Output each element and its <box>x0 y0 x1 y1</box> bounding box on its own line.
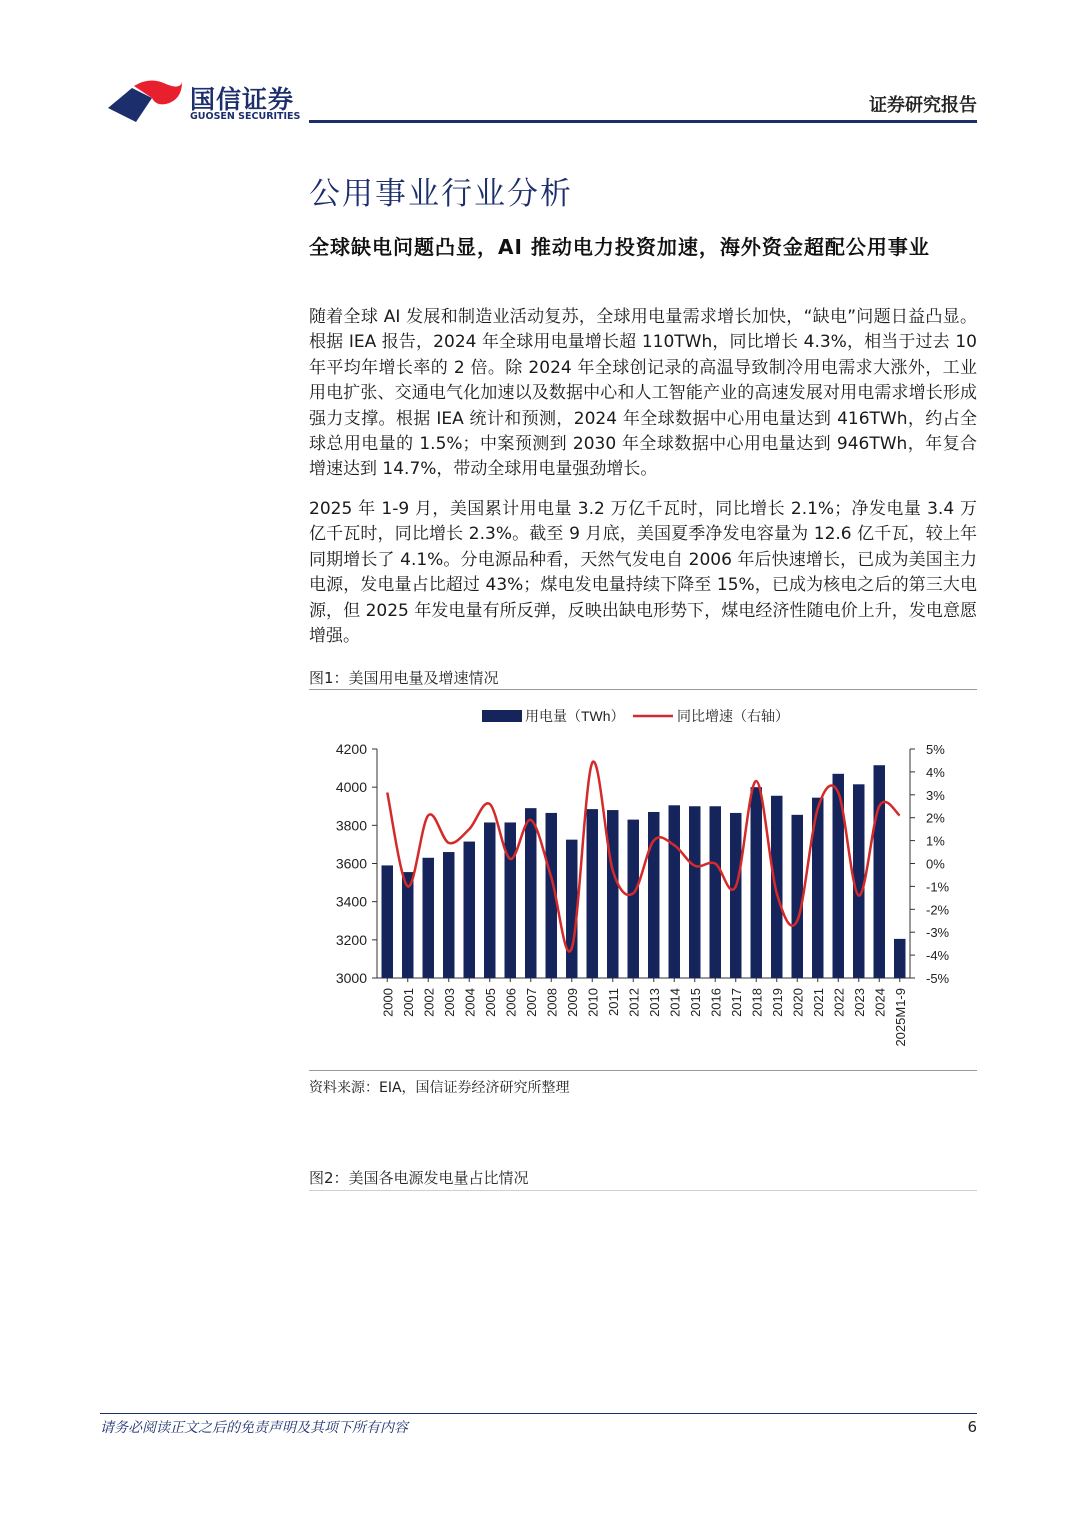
x-tick-label: 2013 <box>646 988 662 1017</box>
right-tick-label: -1% <box>926 879 950 895</box>
consumption-bar <box>423 858 434 978</box>
x-tick-label: 2007 <box>523 988 539 1017</box>
x-tick-label: 2002 <box>421 988 437 1017</box>
x-tick-label: 2014 <box>667 988 683 1017</box>
figure-2-top-rule <box>309 1190 977 1191</box>
consumption-bar <box>894 939 905 978</box>
x-tick-label: 2005 <box>482 988 498 1017</box>
figure-1-bottom-rule <box>309 1070 977 1071</box>
x-tick-label: 2024 <box>872 988 888 1017</box>
left-tick-label: 3000 <box>335 970 367 986</box>
consumption-bar <box>730 813 741 978</box>
consumption-bar <box>566 840 577 978</box>
legend-label-bar: 用电量（TWh） <box>525 708 625 724</box>
report-type-label: 证券研究报告 <box>869 95 977 116</box>
consumption-bar <box>771 796 782 978</box>
consumption-bar <box>689 806 700 978</box>
consumption-bar <box>669 805 680 978</box>
right-tick-label: 0% <box>926 856 945 872</box>
left-tick-label: 3200 <box>335 931 367 948</box>
x-tick-label: 2023 <box>851 988 867 1017</box>
logo-text-en: GUOSEN SECURITIES <box>190 111 301 122</box>
legend-label-line: 同比增速（右轴） <box>677 708 789 724</box>
footer-disclaimer: 请务必阅读正文之后的免责声明及其项下所有内容 <box>100 1420 408 1436</box>
section-title: 公用事业行业分析 <box>309 176 573 212</box>
left-tick-label: 4000 <box>335 779 367 796</box>
right-tick-label: 3% <box>926 787 945 803</box>
consumption-bar <box>525 808 536 978</box>
right-tick-label: 2% <box>926 810 945 826</box>
left-tick-label: 3600 <box>335 855 367 872</box>
figure-2-caption: 图2：美国各电源发电量占比情况 <box>309 1169 529 1187</box>
page-number: 6 <box>967 1418 977 1436</box>
x-tick-label: 2004 <box>462 988 478 1017</box>
x-tick-label: 2003 <box>441 988 457 1017</box>
figure-1-top-rule <box>309 689 977 690</box>
right-tick-label: -5% <box>926 971 950 986</box>
consumption-bar <box>484 822 495 978</box>
consumption-bar <box>464 842 475 978</box>
consumption-bar <box>382 865 393 978</box>
x-tick-label: 2025M1-9 <box>892 988 908 1047</box>
consumption-bar <box>607 810 618 978</box>
subtitle: 全球缺电问题凸显，AI 推动电力投资加速，海外资金超配公用事业 <box>309 235 930 259</box>
legend-swatch-bar <box>482 710 522 722</box>
right-tick-label: -4% <box>926 948 950 964</box>
consumption-bar <box>628 820 639 978</box>
logo-mark-icon <box>106 78 186 124</box>
left-tick-label: 4200 <box>335 741 367 757</box>
x-tick-label: 2009 <box>564 988 580 1017</box>
consumption-bar <box>505 822 516 978</box>
consumption-bar <box>710 806 721 978</box>
x-tick-label: 2018 <box>749 988 765 1017</box>
header-divider <box>309 120 977 123</box>
x-tick-label: 2011 <box>605 988 621 1016</box>
x-tick-label: 2020 <box>790 988 806 1017</box>
consumption-bar <box>792 815 803 978</box>
chart-legend <box>482 708 789 724</box>
logo-text-cn: 国信证券 <box>190 85 295 114</box>
consumption-bar <box>443 852 454 978</box>
right-tick-label: 4% <box>926 764 945 780</box>
right-tick-label: -2% <box>926 902 950 918</box>
consumption-bar <box>751 787 762 978</box>
consumption-bar <box>402 872 413 978</box>
left-tick-label: 3800 <box>335 817 367 834</box>
x-tick-label: 2022 <box>831 988 847 1017</box>
body-paragraph-2: 2025 年 1-9 月，美国累计用电量 3.2 万亿千瓦时，同比增长 2.1%；净发电量 3.4 万亿千瓦时，同比增长 2.3%。截至 9 月底，美国夏季净发电容量为 12.6 亿千瓦，较上年同期增长了 4.1%。分电源品种看，天然气发电自 2006 年后快速增长，已成为美国主力电源，发电量占比超过 43%；煤电发电量持续下降至 15%，已成为核电之后的第三大电源，但 2025 年发电量有所反弹，反映出缺电形势下，煤电经济性随电价上升，发电意愿增强。 <box>309 499 977 647</box>
figure-1-caption: 图1：美国用电量及增速情况 <box>309 669 499 687</box>
figure-1-source: 资料来源：EIA，国信证券经济研究所整理 <box>309 1080 570 1096</box>
electricity-consumption-chart <box>309 695 977 1065</box>
x-tick-label: 2000 <box>380 988 396 1017</box>
x-tick-label: 2012 <box>626 988 642 1017</box>
x-tick-label: 2019 <box>769 988 785 1017</box>
consumption-bar <box>587 809 598 978</box>
body-paragraph-1: 随着全球 AI 发展和制造业活动复苏，全球用电量需求增长加快，“缺电”问题日益凸显。根据 IEA 报告，2024 年全球用电量增长超 110TWh，同比增长 4.3%，相当于过去 10 年平均年增长率的 2 倍。除 2024 年全球创记录的高温导致制冷用电需求大涨外，工业用电扩张、交通电气化加速以及数据中心和人工智能产业的高速发展对用电需求增长形成强力支撑。根据 IEA 统计和预测，2024 年全球数据中心用电量达到 416TWh，约占全球总用电量的 1.5%；中案预测到 2030 年全球数据中心用电量达到 946TWh，年复合增速达到 14.7%，带动全球用电量强劲增长。 <box>309 307 977 480</box>
x-tick-label: 2015 <box>687 988 703 1017</box>
right-tick-label: 1% <box>926 833 945 849</box>
guosen-logo <box>106 78 301 126</box>
x-tick-label: 2001 <box>400 988 416 1017</box>
x-tick-label: 2010 <box>585 988 601 1017</box>
x-tick-label: 2021 <box>810 988 826 1017</box>
consumption-bar <box>874 765 885 978</box>
x-tick-label: 2016 <box>708 988 724 1017</box>
x-tick-label: 2017 <box>728 988 744 1017</box>
right-tick-label: 5% <box>926 742 945 757</box>
x-tick-label: 2008 <box>544 988 560 1017</box>
left-tick-label: 3400 <box>335 893 367 910</box>
right-tick-label: -3% <box>926 925 950 941</box>
x-tick-label: 2006 <box>503 988 519 1017</box>
footer-divider <box>100 1413 977 1414</box>
